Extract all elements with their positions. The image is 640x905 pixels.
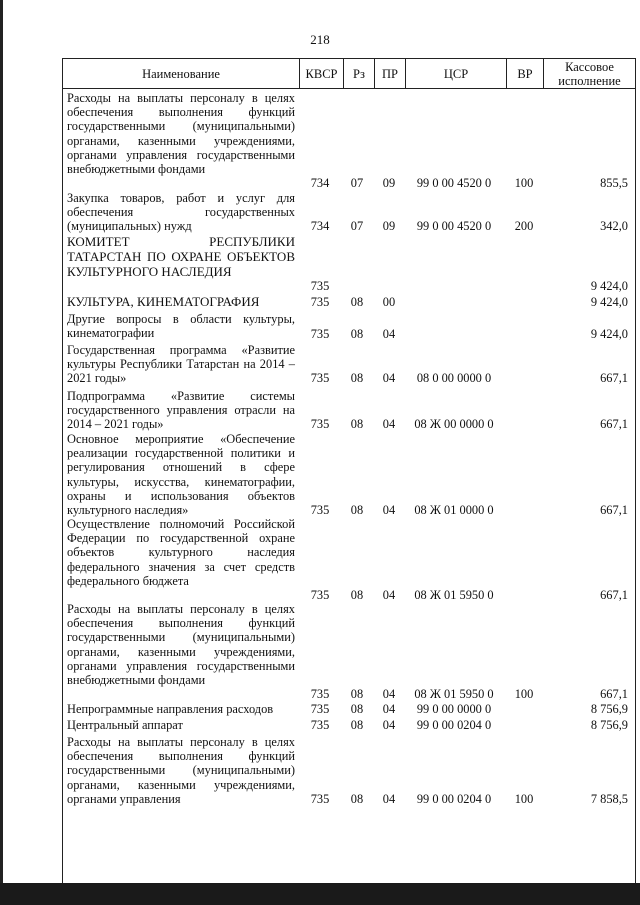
row-name: Расходы на выплаты персоналу в целях обеспечения выполнения функций государственными (муниципальными) органами, казенными учреждениями, органами управления государственными внебюджетными фондами (67, 602, 295, 688)
row-csr: 08 Ж 01 5950 0 (414, 687, 494, 701)
row-csr: 99 0 00 4520 0 (416, 219, 492, 233)
table-row (62, 432, 636, 517)
row-rz: 08 (350, 295, 364, 309)
row-rz: 08 (350, 327, 364, 341)
header-vr: ВР (517, 66, 533, 81)
table-row (62, 702, 636, 717)
table-header (62, 58, 636, 89)
table-row (62, 517, 636, 602)
row-vr: 100 (514, 176, 534, 190)
row-name: Другие вопросы в области культуры, кинематографии (67, 312, 295, 341)
row-pr: 04 (382, 718, 396, 732)
row-vr: 100 (514, 792, 534, 806)
header-rz: Рз (353, 66, 365, 81)
row-pr: 04 (382, 327, 396, 341)
row-name: Подпрограмма «Развитие системы государственного управления отрасли на 2014 – 2021 годы» (67, 389, 295, 432)
row-csr: 99 0 00 0204 0 (416, 792, 492, 806)
row-kvsr: 735 (310, 327, 330, 341)
row-name: Основное мероприятие «Обеспечение реализации государственной политики и регулирования отношений в сфере культуры, искусства, кинематографии, охраны и использования объектов культурного наследия» (67, 432, 295, 518)
table-row (62, 735, 636, 807)
row-rz: 07 (350, 219, 364, 233)
row-kvsr: 735 (310, 503, 330, 517)
row-rz: 08 (350, 718, 364, 732)
table-row (62, 343, 636, 388)
row-csr: 08 0 00 0000 0 (416, 371, 492, 385)
row-name: Закупка товаров, работ и услуг для обеспечения государственных (муниципальных) нужд (67, 191, 295, 234)
row-csr: 99 0 00 4520 0 (416, 176, 492, 190)
row-pr: 04 (382, 792, 396, 806)
row-vr: 200 (514, 219, 534, 233)
row-sum: 667,1 (600, 503, 628, 517)
row-kvsr: 735 (310, 279, 330, 293)
row-csr: 08 Ж 01 0000 0 (414, 503, 494, 517)
row-kvsr: 734 (310, 219, 330, 233)
table-row (62, 91, 636, 190)
row-name: Непрограммные направления расходов (67, 702, 274, 716)
row-sum: 667,1 (600, 588, 628, 602)
row-csr: 08 Ж 00 0000 0 (414, 417, 494, 431)
row-name: Осуществление полномочий Российской Федерации по государственной охране объектов культурного наследия федерального значения за счет средств федерального бюджета (67, 517, 295, 588)
row-rz: 08 (350, 792, 364, 806)
row-kvsr: 734 (310, 176, 330, 190)
scan-edge-bottom (0, 883, 640, 905)
row-name: Расходы на выплаты персоналу в целях обеспечения выполнения функций государственными (муниципальными) органами, казенными учреждениями, органами управления (67, 735, 295, 806)
row-rz: 08 (350, 687, 364, 701)
row-name: Расходы на выплаты персоналу в целях обеспечения выполнения функций государственными (муниципальными) органами, казенными учреждениями, органами управления государственными внебюджетными фондами (67, 91, 295, 177)
row-csr: 99 0 00 0204 0 (416, 718, 492, 732)
row-pr: 04 (382, 702, 396, 716)
row-pr: 04 (382, 417, 396, 431)
row-kvsr: 735 (310, 702, 330, 716)
row-kvsr: 735 (310, 371, 330, 385)
row-sum: 667,1 (600, 417, 628, 431)
table-row (62, 389, 636, 432)
table-row (62, 295, 636, 311)
row-kvsr: 735 (310, 718, 330, 732)
table-row (62, 602, 636, 702)
header-name: Наименование (142, 66, 220, 81)
budget-table (62, 58, 636, 888)
row-pr: 04 (382, 503, 396, 517)
row-rz: 08 (350, 503, 364, 517)
row-pr: 09 (382, 219, 396, 233)
row-sum: 8 756,9 (590, 702, 628, 716)
row-sum: 8 756,9 (590, 718, 628, 732)
row-kvsr: 735 (310, 588, 330, 602)
row-name: Государственная программа «Развитие культуры Республики Татарстан на 2014 – 2021 годы» (67, 343, 295, 386)
row-rz: 08 (350, 417, 364, 431)
row-name: КУЛЬТУРА, КИНЕМАТОГРАФИЯ (67, 294, 260, 309)
row-sum: 7 858,5 (590, 792, 628, 806)
header-pr: ПР (382, 66, 398, 81)
row-pr: 04 (382, 371, 396, 385)
header-sum: Кассовое исполнение (558, 59, 621, 88)
table-row (62, 718, 636, 733)
row-rz: 08 (350, 371, 364, 385)
row-sum: 342,0 (600, 219, 628, 233)
row-name: КОМИТЕТ РЕСПУБЛИКИ ТАТАРСТАН ПО ОХРАНЕ ОБЪЕКТОВ КУЛЬТУРНОГО НАСЛЕДИЯ (67, 234, 295, 279)
header-kvsr: КВСР (305, 66, 338, 81)
row-pr: 04 (382, 687, 396, 701)
row-csr: 99 0 00 0000 0 (416, 702, 492, 716)
row-pr: 09 (382, 176, 396, 190)
table-row (62, 234, 636, 293)
row-sum: 855,5 (600, 176, 628, 190)
row-pr: 04 (382, 588, 396, 602)
page-number: 218 (310, 32, 330, 47)
row-rz: 08 (350, 588, 364, 602)
row-sum: 667,1 (600, 371, 628, 385)
row-kvsr: 735 (310, 417, 330, 431)
table-row (62, 312, 636, 343)
row-rz: 08 (350, 702, 364, 716)
row-sum: 9 424,0 (590, 327, 628, 341)
row-sum: 9 424,0 (590, 279, 628, 293)
row-kvsr: 735 (310, 687, 330, 701)
row-sum: 667,1 (600, 687, 628, 701)
header-csr: ЦСР (443, 66, 469, 81)
scan-edge-left (0, 0, 3, 905)
row-sum: 9 424,0 (590, 295, 628, 309)
row-kvsr: 735 (310, 792, 330, 806)
row-csr: 08 Ж 01 5950 0 (414, 588, 494, 602)
row-kvsr: 735 (310, 295, 330, 309)
row-vr: 100 (514, 687, 534, 701)
row-name: Центральный аппарат (67, 718, 183, 732)
table-row (62, 191, 636, 233)
row-rz: 07 (350, 176, 364, 190)
row-pr: 00 (382, 295, 396, 309)
